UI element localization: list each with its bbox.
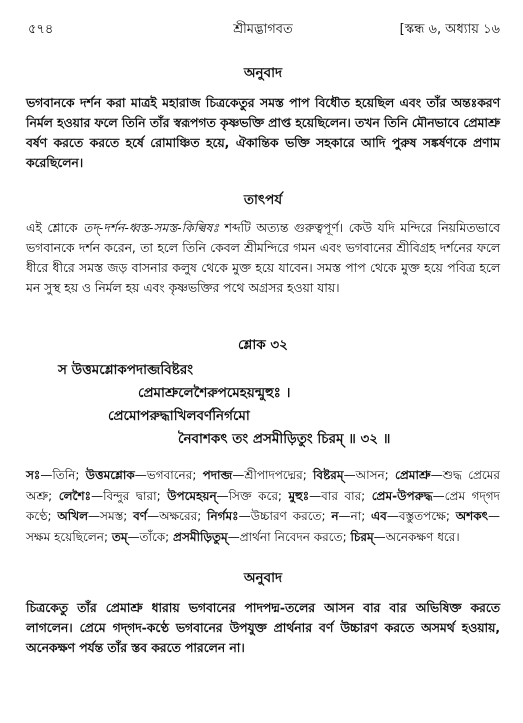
book-title: শ্রীমদ্ভাগবত xyxy=(233,22,293,37)
synonym-word: অখিল xyxy=(57,509,89,523)
synonym-word: ন xyxy=(331,509,339,523)
synonym-word: প্রেমাশ্রু xyxy=(394,468,431,482)
purport-text-start: এই শ্লোকে xyxy=(26,221,84,235)
verse-line-4: নৈবাশকৎ তং প্রসমীড়িতুং চিরম্ ॥ ৩২ ॥ xyxy=(178,431,391,447)
synonym-meaning: না; xyxy=(350,509,372,523)
verse-line-2: প্রেমাশ্রুলেশৈরুপমেহয়ন্মুহুঃ । xyxy=(138,385,291,401)
translation-text-2: চিত্রকেতু তাঁর প্রেমাশ্রু ধারায় ভগবানের পাদপদ্ম-তলের আসন বার বার অভিষিক্ত করতে লাগলেন। প্রেমে গদ্‌গদ-কণ্ঠে ভগবানের উপযুক্ত প্রার্থনার বর্ণ উচ্চারণ করতে অসমর্থ হওয়ায়, অনেকক্ষণ পর্যন্ত তাঁর স্তব করতে পারলেন না। xyxy=(26,601,500,655)
synonym-meaning: শুদ্ধ প্রেমের অশ্রু; xyxy=(26,468,500,503)
synonym-word: উপমেহয়ন্ xyxy=(167,488,217,503)
translation-text: ভগবানকে দর্শন করা মাত্রই মহারাজ চিত্রকেতুর সমস্ত পাপ বিধৌত হয়েছিল এবং তাঁর অন্তঃকরণ নির্মল হওয়ার ফলে তিনি তাঁর স্বরূপগত কৃষ্ণভক্তি প্রাপ্ত হয়েছিলেন। তখন তিনি মৌনভাবে প্রেমাশ্রু বর্ষণ করতে করতে হর্ষে রোমাঞ্চিত হয়ে, ঐকান্তিক ভক্তি সহকারে আদি পুরুষ সঙ্কর্ষণকে প্রণাম করেছিলেন। xyxy=(26,96,500,170)
synonym-word: বিষ্টরম্ xyxy=(313,468,344,482)
synonym-word: নির্গমঃ xyxy=(207,509,239,523)
synonym-meaning: শ্রীপাদপদ্মের; xyxy=(244,468,313,482)
synonym-meaning: অক্ষরের; xyxy=(159,509,208,523)
synonym-word: বর্ণ xyxy=(133,509,148,523)
translation-heading: অনুবাদ xyxy=(243,65,283,81)
synonym-meaning: ভগবানের; xyxy=(146,468,203,482)
synonym-word: চিরম্ xyxy=(350,529,374,544)
verse-line-1: স উত্তমশ্লোকপদাব্জবিষ্টরং xyxy=(58,362,194,378)
verse-line-3: প্রেমোপরুদ্ধাখিলবর্ণনির্গমো xyxy=(108,408,250,424)
synonym-meaning: অনেকক্ষণ ধরে। xyxy=(385,529,460,544)
synonym-meaning: প্রেম গদ্‌গদ কণ্ঠে; xyxy=(26,488,500,523)
synonym-word: এব xyxy=(371,509,387,523)
synonym-meaning: তাঁকে; xyxy=(139,529,174,544)
synonym-meaning: উচ্চারণ করতে; xyxy=(250,509,332,523)
page xyxy=(26,18,500,658)
synonym-meaning: প্রার্থনা নিবেদন করতে; xyxy=(239,529,351,544)
page-number: ৫৭৪ xyxy=(28,22,54,37)
synonym-meaning: সিক্ত করে; xyxy=(228,488,289,503)
synonym-meaning: সমস্ত; xyxy=(100,509,134,523)
synonym-word: প্রেম-উপরুদ্ধ xyxy=(371,488,433,503)
synonym-word: সঃ xyxy=(26,468,41,482)
synonym-word: উত্তমশ্লোক xyxy=(85,468,135,482)
synonym-meaning: বস্তুতপক্ষে; xyxy=(398,509,456,523)
translation-heading-2: অনুবাদ xyxy=(243,570,283,586)
synonym-word: লেশৈঃ xyxy=(58,488,92,503)
purport-italic-phrase: তদ্-দর্শন-ধ্বস্ত-সমস্ত-কিল্বিষঃ xyxy=(83,221,220,235)
synonym-meaning: সক্ষম হয়েছিলেন; xyxy=(26,529,112,544)
verse-heading: শ্লোক ৩২ xyxy=(238,337,288,353)
synonym-meaning: বিন্দুর দ্বারা; xyxy=(103,488,168,503)
synonym-word: পদাব্জ xyxy=(202,468,233,482)
synonym-meaning: তিনি; xyxy=(52,468,86,482)
synonym-meaning: বার বার; xyxy=(321,488,372,503)
synonym-word: অশকৎ xyxy=(455,509,489,523)
canto-chapter: [স্কন্ধ ৬, অধ্যায় ১৬ xyxy=(399,22,500,37)
page-header xyxy=(26,18,500,40)
verse-block xyxy=(26,359,500,451)
synonym-word: প্রসমীড়িতুম্ xyxy=(173,529,228,544)
synonym-word: মুহুঃ xyxy=(288,488,310,503)
purport-text-rest: শব্দটি অত্যন্ত গুরুত্বপূর্ণ। কেউ যদি মন্দিরে নিয়মিতভাবে ভগবানকে দর্শন করেন, তা হলে তিনি কেবল শ্রীমন্দিরে গমন এবং ভগবানের শ্রীবিগ্রহ দর্শনের ফলে ধীরে ধীরে সমস্ত জড় বাসনার কলুষ থেকে মুক্ত হয়ে যাবেন। সমস্ত পাপ থেকে মুক্ত হয়ে পবিত্র হলে মন সুস্থ হয় ও নির্মল হয় এবং কৃষ্ণভক্তির পথে অগ্রসর হওয়া যায়। xyxy=(26,221,500,295)
synonym-meaning: আসন; xyxy=(355,468,395,482)
purport-text xyxy=(26,218,500,298)
synonyms: সঃ—তিনি; উত্তমশ্লোক—ভগবানের; পদাব্জ—শ্রীপাদপদ্মের; বিষ্টরম্—আসন; প্রেমাশ্রু—শুদ্ধ প্রেমের অশ্রু; লেশৈঃ—বিন্দুর দ্বারা; উপমেহয়ন্—সিক্ত করে; মুহুঃ—বার বার; প্রেম-উপরুদ্ধ—প্রেম গদ্‌গদ কণ্ঠে; অখিল—সমস্ত; বর্ণ—অক্ষরের; নির্গমঃ—উচ্চারণ করতে; ন—না; এব—বস্তুতপক্ষে; অশকৎ—সক্ষম হয়েছিলেন; তম্—তাঁকে; প্রসমীড়িতুম্—প্রার্থনা নিবেদন করতে; চিরম্—অনেকক্ষণ ধরে। xyxy=(26,468,501,544)
purport-heading: তাৎপর্য xyxy=(243,192,283,208)
synonym-word: তম্ xyxy=(111,529,128,544)
